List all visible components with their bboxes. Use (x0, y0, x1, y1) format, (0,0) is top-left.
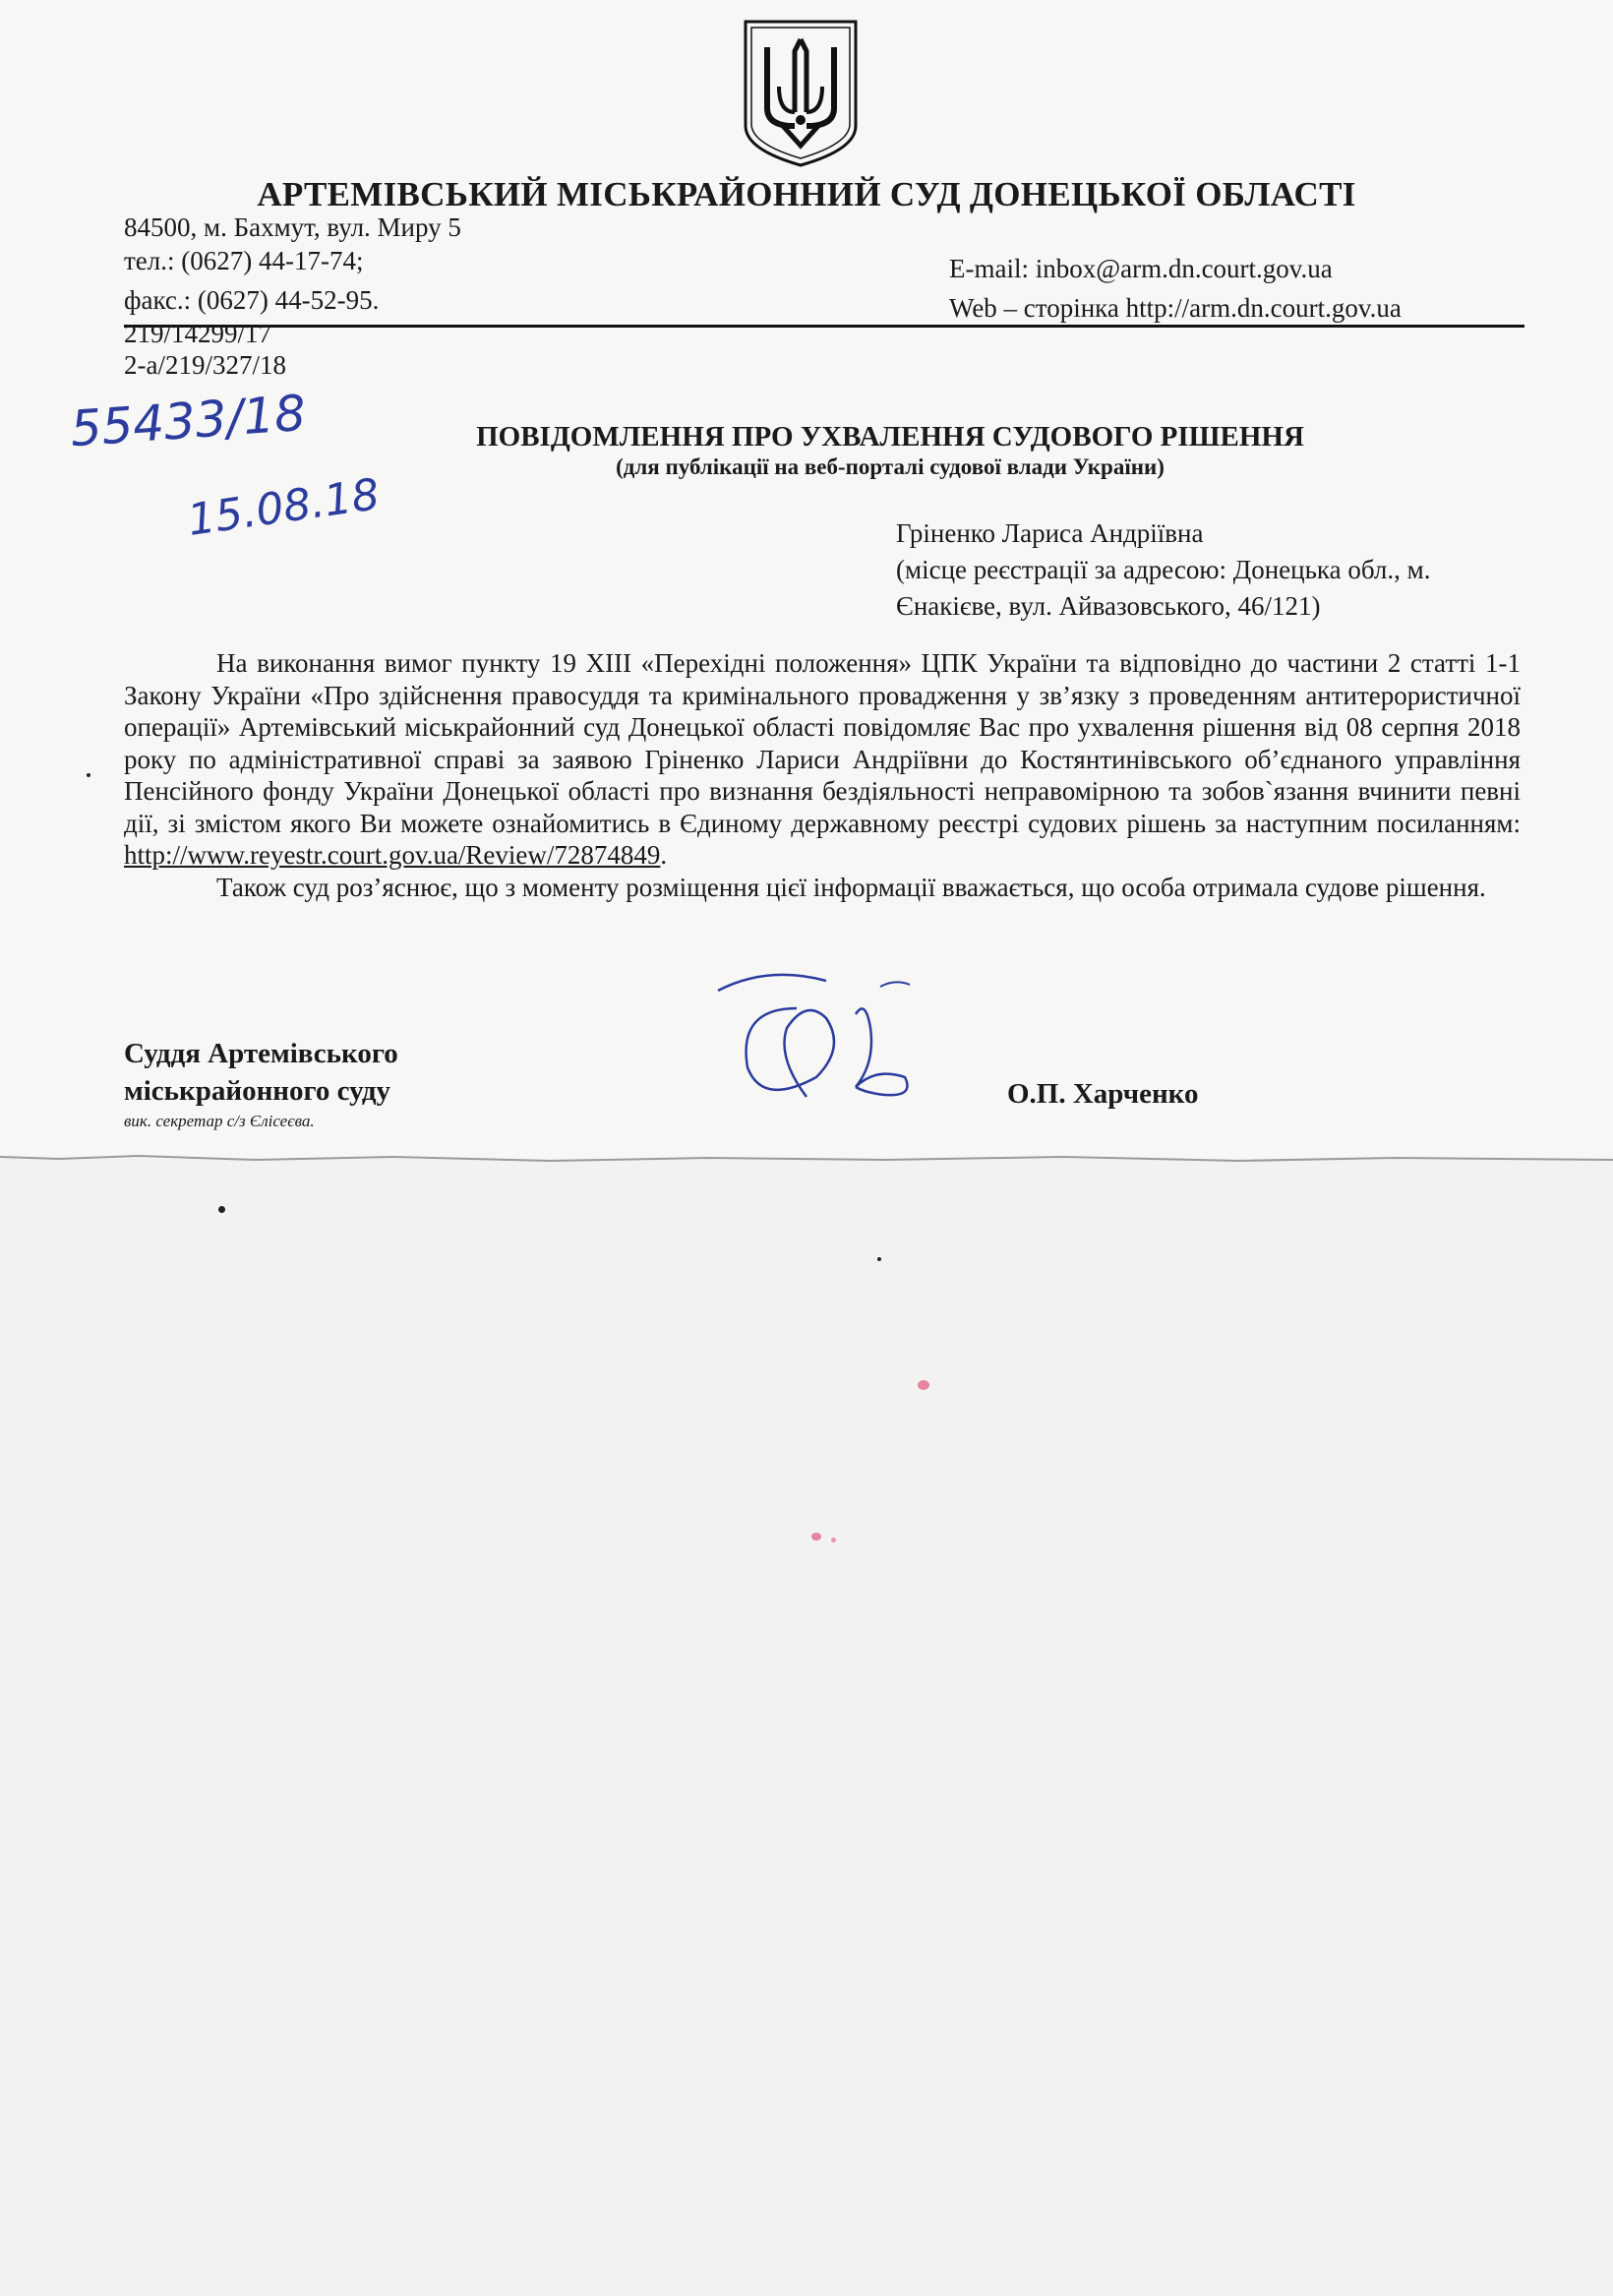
red-ink-spot (918, 1380, 929, 1390)
red-ink-spot (811, 1533, 821, 1541)
court-address: 84500, м. Бахмут, вул. Миру 5 (124, 212, 461, 242)
paper-speck (218, 1206, 225, 1213)
tryzub-icon (740, 18, 862, 169)
paper-speck (87, 773, 90, 777)
handwritten-date: 15.08.18 (184, 469, 383, 546)
court-email: E-mail: inbox@arm.dn.court.gov.ua (949, 254, 1333, 283)
handwritten-number: 55433/18 (69, 384, 308, 458)
recipient-name: Гріненко Лариса Андріївна (896, 518, 1204, 548)
decision-link[interactable]: http://www.reyestr.court.gov.ua/Review/72874849 (124, 840, 661, 870)
paper-speck (877, 1257, 881, 1261)
court-name: АРТЕМІВСЬКИЙ МІСЬКРАЙОННИЙ СУД ДОНЕЦЬКОЇ ОБЛАСТІ (257, 175, 1356, 213)
recipient-address-line-2: Єнакієве, вул. Айвазовського, 46/121) (896, 591, 1321, 621)
body-paragraph-2: Також суд роз’яснює, що з моменту розміщення цієї інформації вважається, що особа отримала судове рішення. (216, 872, 1486, 902)
notice-subtitle: (для публікації на веб-порталі судової влади України) (616, 454, 1165, 479)
paper-fold-line (0, 1151, 1613, 1167)
notice-body (124, 647, 1521, 903)
case-number-1: 219/14299/17 (124, 319, 272, 348)
judge-signature (708, 969, 934, 1117)
court-fax: факс.: (0627) 44-52-95. (124, 285, 380, 315)
judge-title-line-1: Суддя Артемівського (124, 1038, 398, 1069)
body-paragraph-1-text: На виконання вимог пункту 19 XIII «Перехідні положення» ЦПК України та відповідно до частини 2 статті 1-1 Закону України «Про здійснення правосуддя та кримінального провадження у зв’язку з проведенням антитерористичної операції» Артемівський міськрайонний суд Донецької області повідомляє Вас про ухвалення рішення від 08 серпня 2018 року по адміністративної справі за заявою Гріненко Лариси Андріївни до Костянтинівського об’єднаного управління Пенсійного фонду України Донецької області про визнання бездіяльності неправомірною та зобов`язання вчинити певні дії, зі змістом якого Ви можете ознайомитись в Єдиному державному реєстрі судових рішень за наступним посиланням: (124, 648, 1521, 838)
body-paragraph-1-end: . (660, 840, 668, 870)
court-phone: тел.: (0627) 44-17-74; (124, 246, 364, 275)
document-sheet-bottom (0, 1159, 1613, 2296)
case-number-2: 2-а/219/327/18 (124, 350, 286, 380)
body-paragraph-1 (124, 647, 1521, 872)
red-ink-spot (831, 1538, 836, 1542)
judge-title-line-2: міськрайонного суду (124, 1075, 391, 1107)
judge-title (124, 1035, 398, 1110)
header-divider (124, 325, 1524, 328)
recipient-address-line-1: (місце реєстрації за адресою: Донецька обл., м. (896, 555, 1431, 584)
recipient-block (896, 515, 1525, 625)
notice-title: ПОВІДОМЛЕННЯ ПРО УХВАЛЕННЯ СУДОВОГО РІШЕННЯ (476, 421, 1304, 453)
court-web: Web – сторінка http://arm.dn.court.gov.ua (949, 293, 1402, 323)
secretary-note: вик. секретар с/з Єлісеєва. (124, 1112, 315, 1130)
judge-name: О.П. Харченко (1007, 1078, 1199, 1110)
